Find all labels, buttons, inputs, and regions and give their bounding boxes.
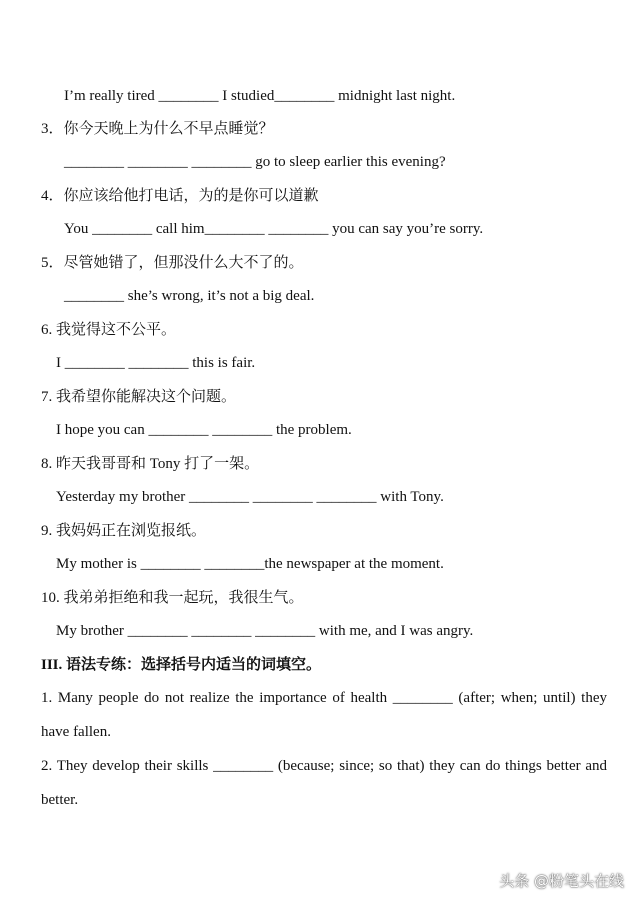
exercise-8-answer-line: Yesterday my brother ________ ________ ________ with Tony. [56, 489, 444, 505]
exercise-8-prompt: 8. 昨天我哥哥和 Tony 打了一架。 [41, 456, 260, 472]
grammar-question-2-line-2: better. [41, 792, 79, 808]
exercise-10-prompt: 10. 我弟弟拒绝和我一起玩，我很生气。 [41, 590, 304, 606]
watermark-logo: 头条 @粉笔头在线 [499, 872, 624, 890]
exercise-2-answer-line: I’m really tired ________ I studied________ midnight last night. [64, 88, 456, 104]
exercise-3-prompt: 3．你今天晚上为什么不早点睡觉？ [41, 121, 274, 137]
exercise-7-answer-line: I hope you can ________ ________ the problem. [56, 422, 352, 438]
exercise-4-answer-line: You ________ call him________ ________ you can say you’re sorry. [64, 221, 484, 237]
grammar-question-2-line-1: 2. They develop their skills ________ (because; since; so that) they can do things better and [41, 758, 607, 774]
exercise-5-prompt: 5．尽管她错了，但那没什么大不了的。 [41, 255, 304, 271]
exercise-9-prompt: 9. 我妈妈正在浏览报纸。 [41, 523, 207, 539]
grammar-question-1-line-2: have fallen. [41, 724, 111, 740]
exercise-7-prompt: 7. 我希望你能解决这个问题。 [41, 389, 237, 405]
section-iii-heading: III. 语法专练：选择括号内适当的词填空。 [41, 657, 322, 673]
exercise-9-answer-line: My mother is ________ ________the newspaper at the moment. [56, 556, 444, 572]
grammar-question-1-line-1: 1. Many people do not realize the importance of health ________ (after; when; until) they [41, 690, 607, 706]
exercise-5-answer-line: ________ she’s wrong, it’s not a big deal. [64, 288, 315, 304]
exercise-6-prompt: 6. 我觉得这不公平。 [41, 322, 177, 338]
exercise-3-answer-line: ________ ________ ________ go to sleep earlier this evening? [64, 154, 446, 170]
exercise-6-answer-line: I ________ ________ this is fair. [56, 355, 256, 371]
exercise-4-prompt: 4．你应该给他打电话，为的是你可以道歉 [41, 188, 319, 204]
exercise-10-answer-line: My brother ________ ________ ________ with me, and I was angry. [56, 623, 474, 639]
